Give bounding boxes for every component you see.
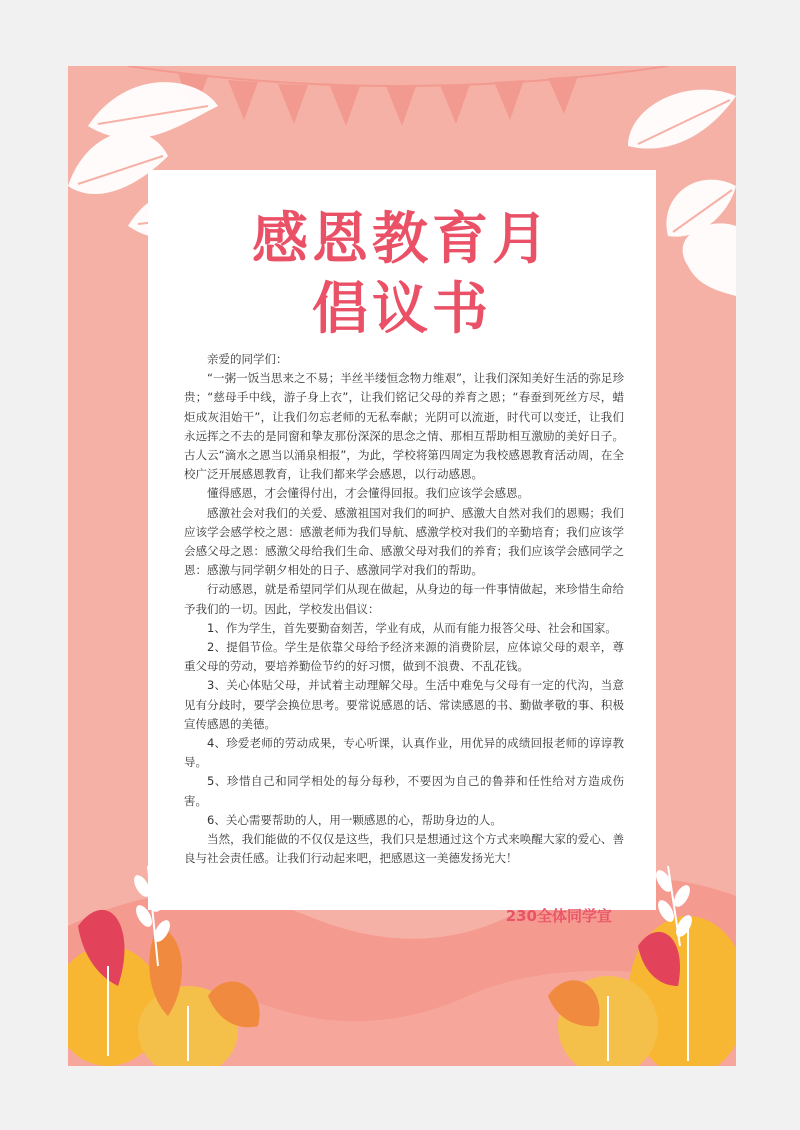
- greeting: 亲爱的同学们：: [207, 352, 288, 366]
- bunting-decoration: [128, 66, 668, 126]
- page-subtitle: 倡议书: [312, 277, 492, 342]
- paragraph: 当然，我们能做的不仅仅是这些，我们只是想通过这个方式来唤醒大家的爱心、善良与社会责任感。让我们行动起来吧，把感恩这一美德发扬光大！: [184, 832, 624, 866]
- paragraph: 懂得感恩，才会懂得付出，才会懂得回报。我们应该学会感恩。: [207, 486, 529, 501]
- content-panel: [148, 170, 656, 925]
- paragraph: 感激社会对我们的关爱、感激祖国对我们的呵护、感激大自然对我们的恩赐；我们应该学会感学校之恩：感激老师为我们导航、感激学校对我们的辛勤培育；我们应该学会感父母之恩：感激父母给我们生命、感激父母对我们的养育；我们应该学会感同学之恩：感激与同学朝夕相处的日子、感激同学对我们的帮助。: [184, 505, 624, 578]
- paragraph: 2、提倡节俭。学生是依靠父母给予经济来源的消费阶层，应体谅父母的艰辛，尊重父母的劳动，要培养勤俭节约的好习惯，做到不浪费、不乱花钱。: [184, 640, 624, 674]
- paragraph: 1、作为学生，首先要勤奋刻苦，学业有成，从而有能力报答父母、社会和国家。: [207, 620, 617, 635]
- paragraph: 6、关心需要帮助的人，用一颗感恩的心，帮助身边的人。: [207, 812, 502, 827]
- paragraph: “一粥一饭当思来之不易；半丝半缕恒念物力维艰”，让我们深知美好生活的弥足珍贵；“慈母手中线，游子身上衣”，让我们铭记父母的养育之恩；“春蚕到死丝方尽，蜡炬成灰泪始干”，让我们勿忘老师的无私奉献；光阴可以流逝，时代可以变迁，让我们永远挥之不去的是同窗和挚友那份深深的思念之情、那相互帮助相互激励的美好日子。古人云“滴水之恩当以涌泉相报”，为此，学校将第四周定为我校感恩教育活动周，在全校广泛开展感恩教育，让我们都来学会感恩，以行动感恩。: [184, 371, 624, 482]
- paragraph: 5、珍惜自己和同学相处的每分每秒，不要因为自己的鲁莽和任性给对方造成伤害。: [184, 774, 624, 808]
- poster: [68, 66, 736, 1066]
- letter-body: [184, 350, 624, 868]
- paragraph: 4、珍爱老师的劳动成果，专心听课，认真作业，用优异的成绩回报老师的谆谆教导。: [184, 736, 624, 770]
- page-title: 感恩教育月: [252, 207, 552, 272]
- signature: 230全体同学宣: [505, 907, 612, 925]
- paragraph: 行动感恩，就是希望同学们从现在做起，从身边的每一件事情做起，来珍惜生命给予我们的一切。因此，学校发出倡议：: [184, 582, 624, 616]
- paragraph: 3、关心体贴父母，并试着主动理解父母。生活中难免与父母有一定的代沟，当意见有分歧时，要学会换位思考。要常说感恩的话、常读感恩的书、勤做孝敬的事、积极宣传感恩的美德。: [184, 678, 624, 731]
